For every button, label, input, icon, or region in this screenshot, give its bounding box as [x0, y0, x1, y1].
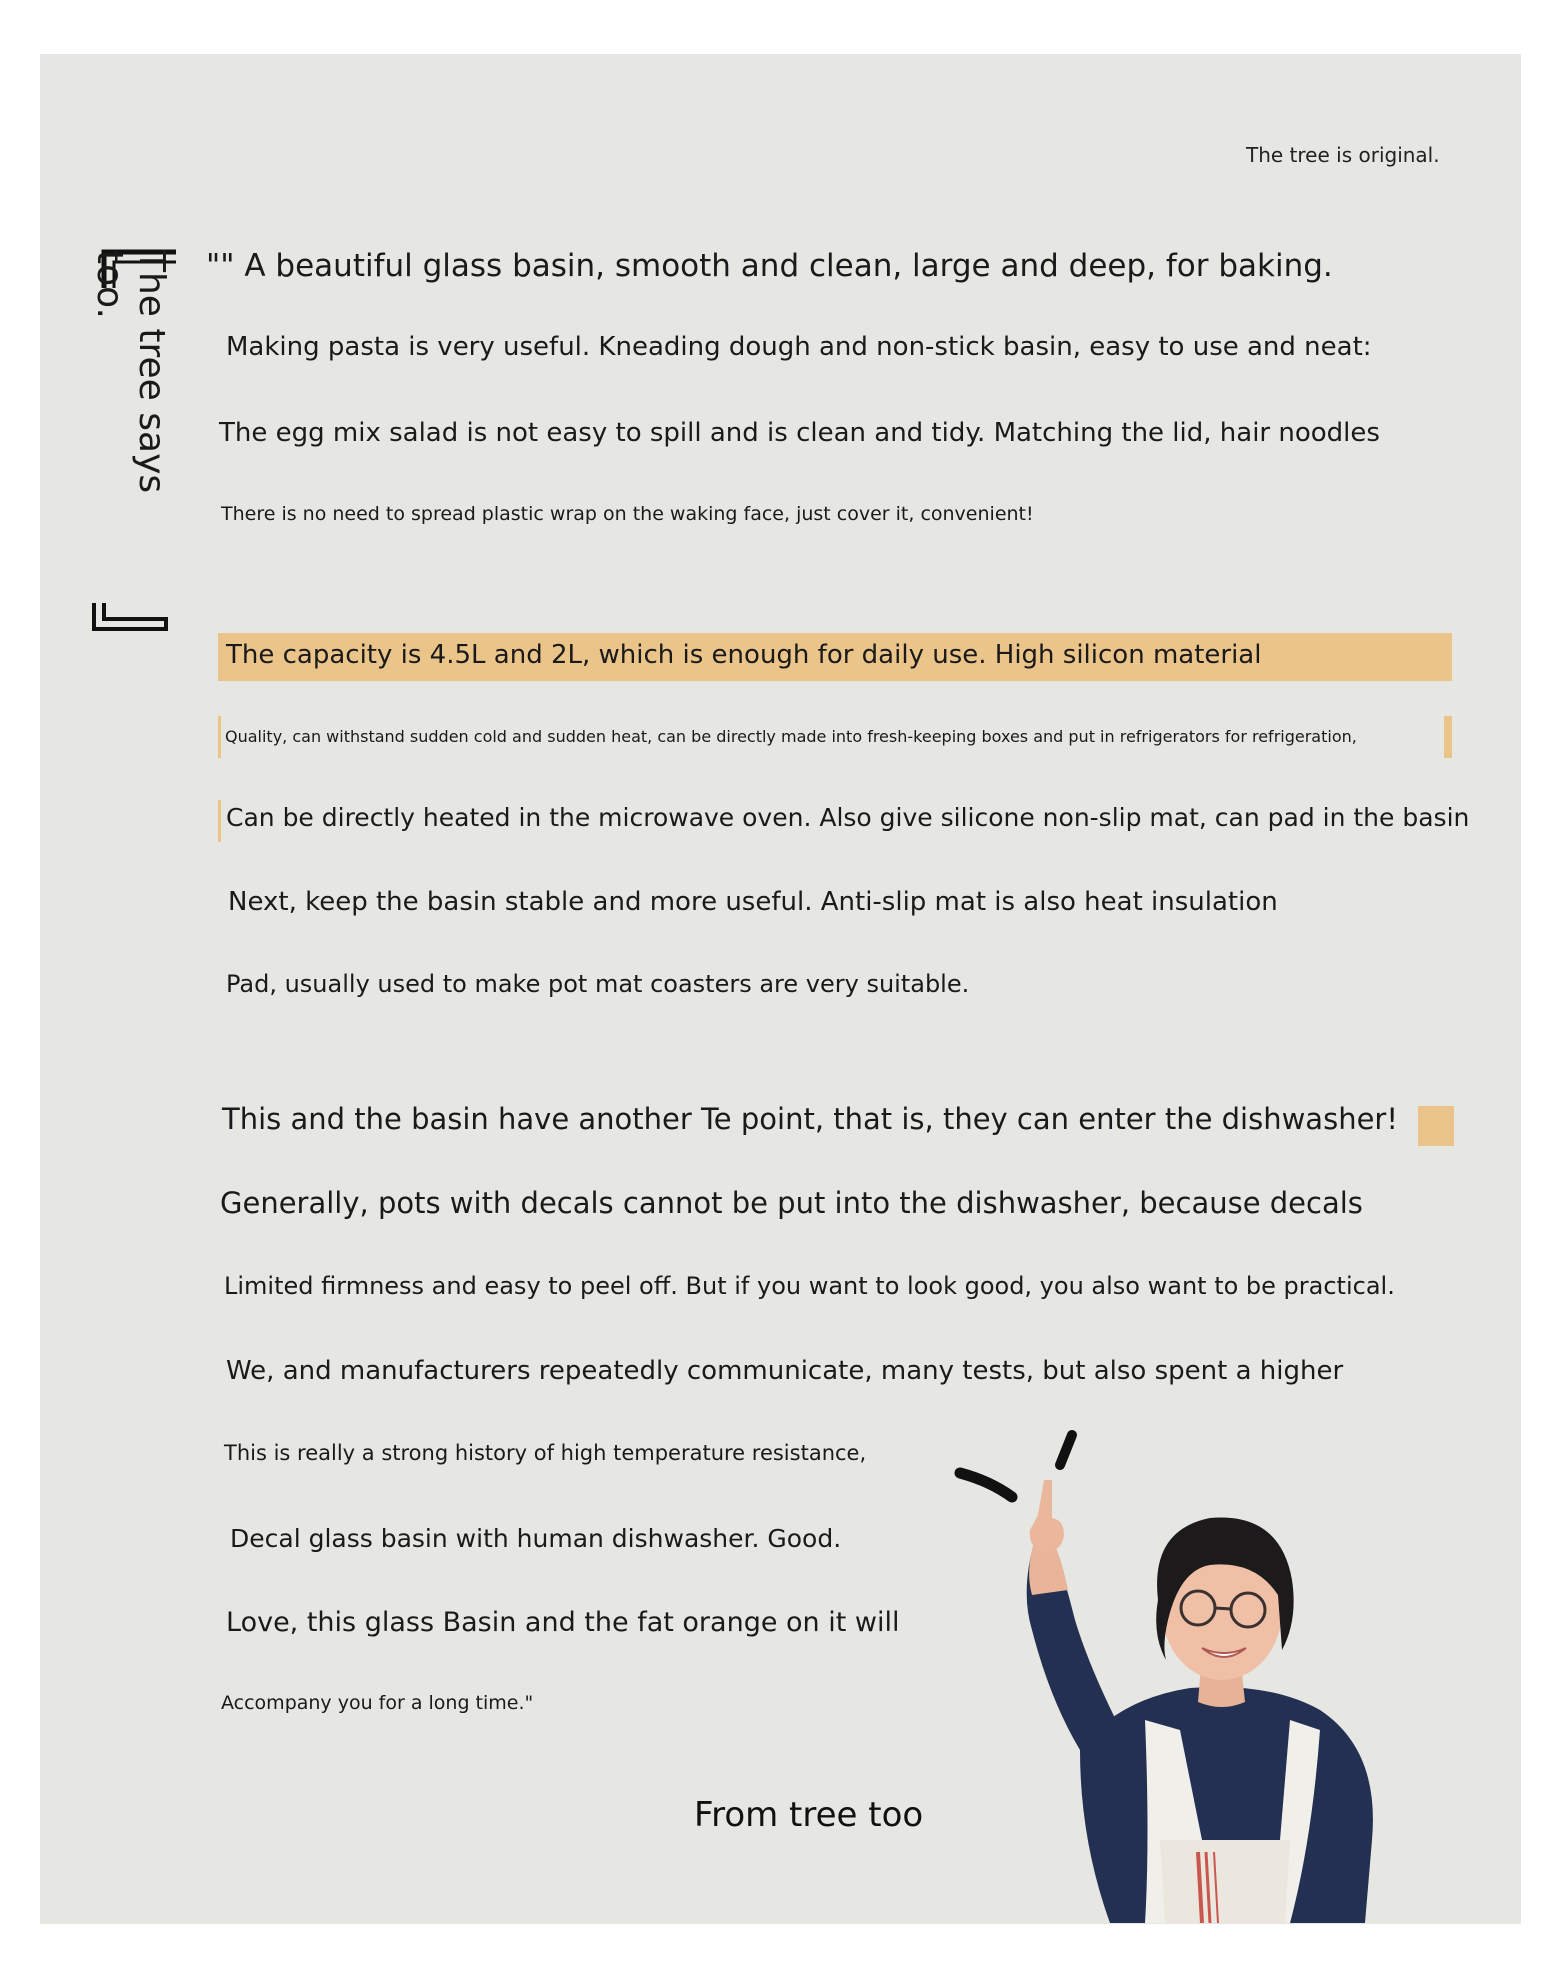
header-note: The tree is original.: [1246, 143, 1440, 167]
signature: From tree too: [694, 1795, 924, 1835]
accent-bar-right: [1444, 716, 1452, 758]
person-illustration: [940, 1420, 1440, 1923]
vertical-title-text: The tree says too.: [89, 250, 172, 494]
accent-square: [1418, 1106, 1454, 1146]
paragraph3-line6: Decal glass basin with human dishwasher. Good.: [230, 1524, 842, 1553]
paragraph3-line1: This and the basin have another Te point, that is, they can enter the dishwasher!: [222, 1102, 1398, 1136]
paragraph3-line4: We, and manufacturers repeatedly communicate, many tests, but also spent a higher: [226, 1356, 1344, 1386]
paragraph2-line2: Quality, can withstand sudden cold and sudden heat, can be directly made into fresh-keeping boxes and put in refrigerators for refrigeration,: [225, 727, 1357, 746]
paragraph1-line1: "" A beautiful glass basin, smooth and clean, large and deep, for baking.: [206, 248, 1333, 284]
paragraph3-line2: Generally, pots with decals cannot be put into the dishwasher, because decals: [220, 1186, 1363, 1220]
vertical-title: [88, 250, 178, 510]
paragraph3-line3: Limited firmness and easy to peel off. But if you want to look good, you also want to be practical.: [224, 1272, 1395, 1300]
paragraph1-line2: Making pasta is very useful. Kneading dough and non-stick basin, easy to use and neat:: [226, 332, 1372, 362]
paragraph2-line4: Next, keep the basin stable and more useful. Anti-slip mat is also heat insulation: [228, 887, 1278, 917]
paragraph3-line7: Love, this glass Basin and the fat orange on it will: [226, 1607, 900, 1638]
paragraph2-line5: Pad, usually used to make pot mat coasters are very suitable.: [226, 970, 970, 998]
paragraph2-line3: Can be directly heated in the microwave oven. Also give silicone non-slip mat, can pad in the basin: [226, 803, 1470, 832]
paragraph3-line8: Accompany you for a long time.": [221, 1692, 534, 1714]
bracket-corner-bottom: [90, 603, 170, 643]
accent-bar-left-1: [218, 716, 221, 758]
paragraph2-line1: The capacity is 4.5L and 2L, which is enough for daily use. High silicon material: [226, 640, 1262, 670]
paragraph1-line3: The egg mix salad is not easy to spill and is clean and tidy. Matching the lid, hair noodles: [219, 418, 1380, 448]
accent-bar-left-2: [218, 800, 221, 842]
paragraph3-line5: This is really a strong history of high temperature resistance,: [224, 1441, 867, 1465]
paragraph1-line4: There is no need to spread plastic wrap on the waking face, just cover it, convenient!: [221, 503, 1034, 525]
